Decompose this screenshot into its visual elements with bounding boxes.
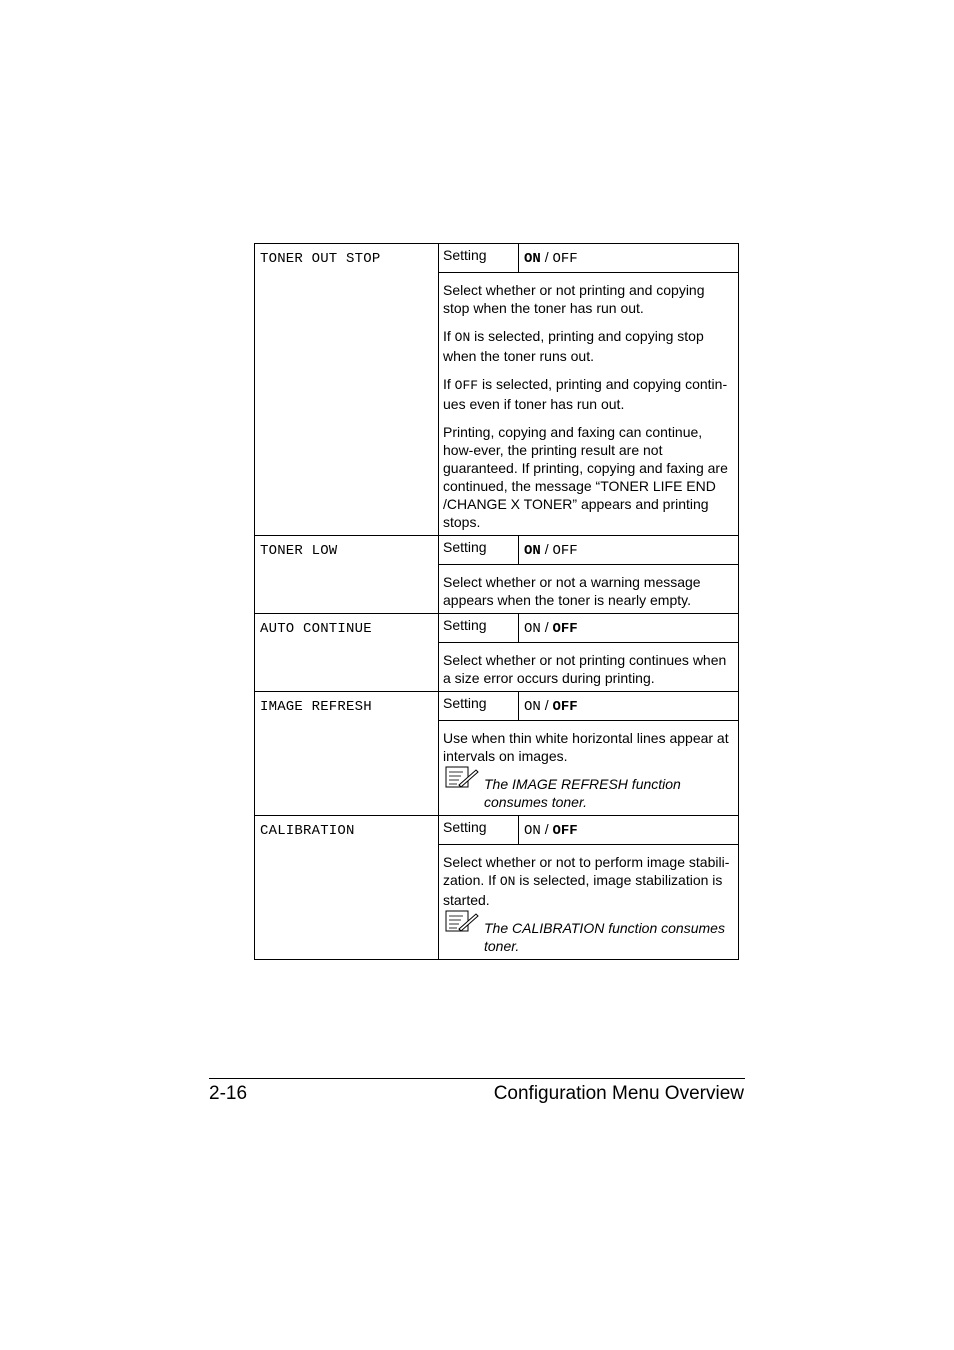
setting-values: ON / OFF xyxy=(519,536,739,565)
description-paragraph: Select whether or not printing and copying stop when the toner has run out. xyxy=(443,282,705,316)
description-paragraph: Select whether or not to perform image stabili-zation. If ON is selected, image stabilization is started. xyxy=(443,854,730,908)
note: The IMAGE REFRESH function consumes toner. xyxy=(443,775,734,811)
footer-rule xyxy=(209,1078,745,1079)
description-paragraph: If OFF is selected, printing and copying contin-ues even if toner has run out. xyxy=(443,376,728,412)
setting-values: ON / OFF xyxy=(519,614,739,643)
description-paragraph: Select whether or not a warning message appears when the toner is nearly empty. xyxy=(443,574,701,608)
setting-values: ON / OFF xyxy=(519,816,739,845)
setting-label: Setting xyxy=(439,244,519,273)
setting-label: Setting xyxy=(439,536,519,565)
menu-item-name: IMAGE REFRESH xyxy=(255,692,439,816)
setting-label: Setting xyxy=(439,816,519,845)
note: The CALIBRATION function consumes toner. xyxy=(443,919,734,955)
description-paragraph: Select whether or not printing continues when a size error occurs during printing. xyxy=(443,652,727,686)
table-row xyxy=(255,816,739,845)
note-pencil-icon xyxy=(445,765,479,789)
menu-item-name: AUTO CONTINUE xyxy=(255,614,439,692)
description-paragraph: Use when thin white horizontal lines appear at intervals on images. xyxy=(443,730,729,764)
description-paragraph: Printing, copying and faxing can continue, how-ever, the printing result are not guaranteed. If printing, copying and faxing are continued, the message “TONER LIFE END /CHANGE X TONER” appears and printing stops. xyxy=(443,424,728,530)
setting-label: Setting xyxy=(439,692,519,721)
description xyxy=(439,273,739,536)
setting-label: Setting xyxy=(439,614,519,643)
table-row xyxy=(255,536,739,565)
description xyxy=(439,721,739,816)
note-pencil-icon xyxy=(445,909,479,933)
table-row xyxy=(255,692,739,721)
setting-values: ON / OFF xyxy=(519,244,739,273)
description-paragraph: If ON is selected, printing and copying stop when the toner runs out. xyxy=(443,328,704,364)
menu-item-name: TONER OUT STOP xyxy=(255,244,439,536)
menu-item-name: TONER LOW xyxy=(255,536,439,614)
setting-values: ON / OFF xyxy=(519,692,739,721)
page-number: 2-16 xyxy=(209,1083,248,1104)
description xyxy=(439,565,739,614)
section-title: Configuration Menu Overview xyxy=(493,1083,744,1104)
table-row xyxy=(255,614,739,643)
configuration-menu-table xyxy=(254,243,739,960)
description xyxy=(439,643,739,692)
menu-item-name: CALIBRATION xyxy=(255,816,439,960)
table-row xyxy=(255,244,739,273)
description xyxy=(439,845,739,960)
